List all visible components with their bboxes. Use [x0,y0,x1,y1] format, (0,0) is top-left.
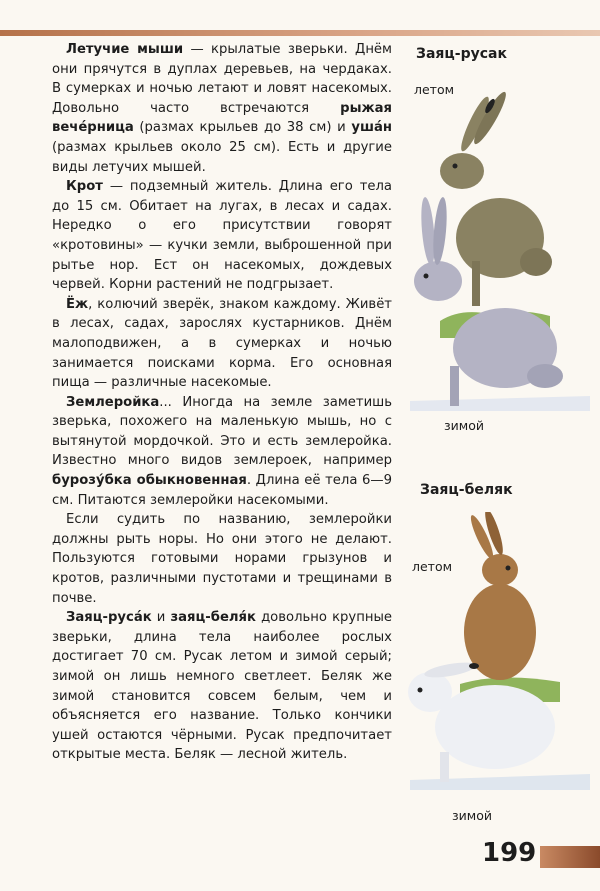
text-run: — крылатые зверьки. Днём они прячутся в дуплах деревьев, на чердаках. В сумерках и ночью летают и ловят насекомых. Довольно часто встречаются [52,42,392,116]
page-number: 199 [482,838,537,868]
rusak-summer-hare [440,89,552,338]
text-run: . Длина её тела 6—9 см. Питаются землеройки насекомыми. [52,473,393,508]
text-run: довольно крупные зверьки, длина тела наиболее рослых достигает 70 см. Русак летом и зимой серый; зимой он лишь немного светлеет. Беляк же зимой становится совсем белым, чем и объясняется его название. Только кончики ушей остаются чёрными. Русак предпочитает открытые места. Беляк — лесной житель. [52,610,392,763]
bold-term: Ёж [66,296,89,312]
bold-term: Заяц-русáк [66,610,152,626]
rusak-illustration [400,76,600,422]
belyak-summer-label: летом [412,559,453,574]
rusak-winter-label: зимой [444,418,484,433]
bold-term: рыжая вечéрница [52,100,392,136]
belyak-summer-hare [460,512,560,702]
paragraph [52,177,392,295]
text-run: Если судить по названию, землеройки должны рыть норы. Но они этого не делают. Пользуются готовыми норами грызунов и кротов, различными пустотами и трещинами в почве. [52,512,392,606]
bold-term: бурозýбка обыкновенная [52,473,247,489]
text-run: (размах крыльев до 38 см) и [133,120,352,136]
text-run: — подземный житель. Длина его тела до 15 см. Обитает на лугах, в лесах и садах. Нередко о его присутствии говорят «кротовины» — кучки земли, выброшенной при рытье нор. Ест он насекомых, дождевых червей. Корни растений не подгрызает. [52,179,392,293]
belyak-winter-label: зимой [452,808,492,823]
paragraph [52,295,392,393]
paragraph [52,393,392,511]
bold-term: Летучие мыши [66,42,184,57]
paragraph [52,40,392,177]
text-run: , колючий зверёк, знаком каждому. Живёт в лесах, садах, зарослях кустарников. Днём малоподвижен, а в сумерках и ночью занимается поисками корма. Его основная пища — различные насекомые. [52,296,392,391]
top-decorative-bar [0,30,600,36]
rusak-summer-label: летом [414,82,455,97]
text-run: и [151,610,171,626]
bold-term: Крот [66,179,103,195]
belyak-heading: Заяц-беляк [420,482,513,498]
text-run: ... Иногда на земле заметишь зверька, похожего на маленькую мышь, но с вытянутой мордочкой. Это и есть землеройка. Известно много видов землероек, например [52,394,392,469]
bold-term: ушáн [351,120,392,136]
belyak-illustration [400,512,600,802]
main-text [52,40,392,765]
rusak-heading: Заяц-русак [416,46,507,62]
text-run: (размах крыльев около 25 см). Есть и другие виды летучих мышей. [52,139,392,175]
bold-term: заяц-беля́к [170,610,256,626]
paragraph [52,608,392,765]
bold-term: Землеройка [66,394,160,410]
paragraph [52,510,392,608]
page-number-bar [540,846,600,868]
